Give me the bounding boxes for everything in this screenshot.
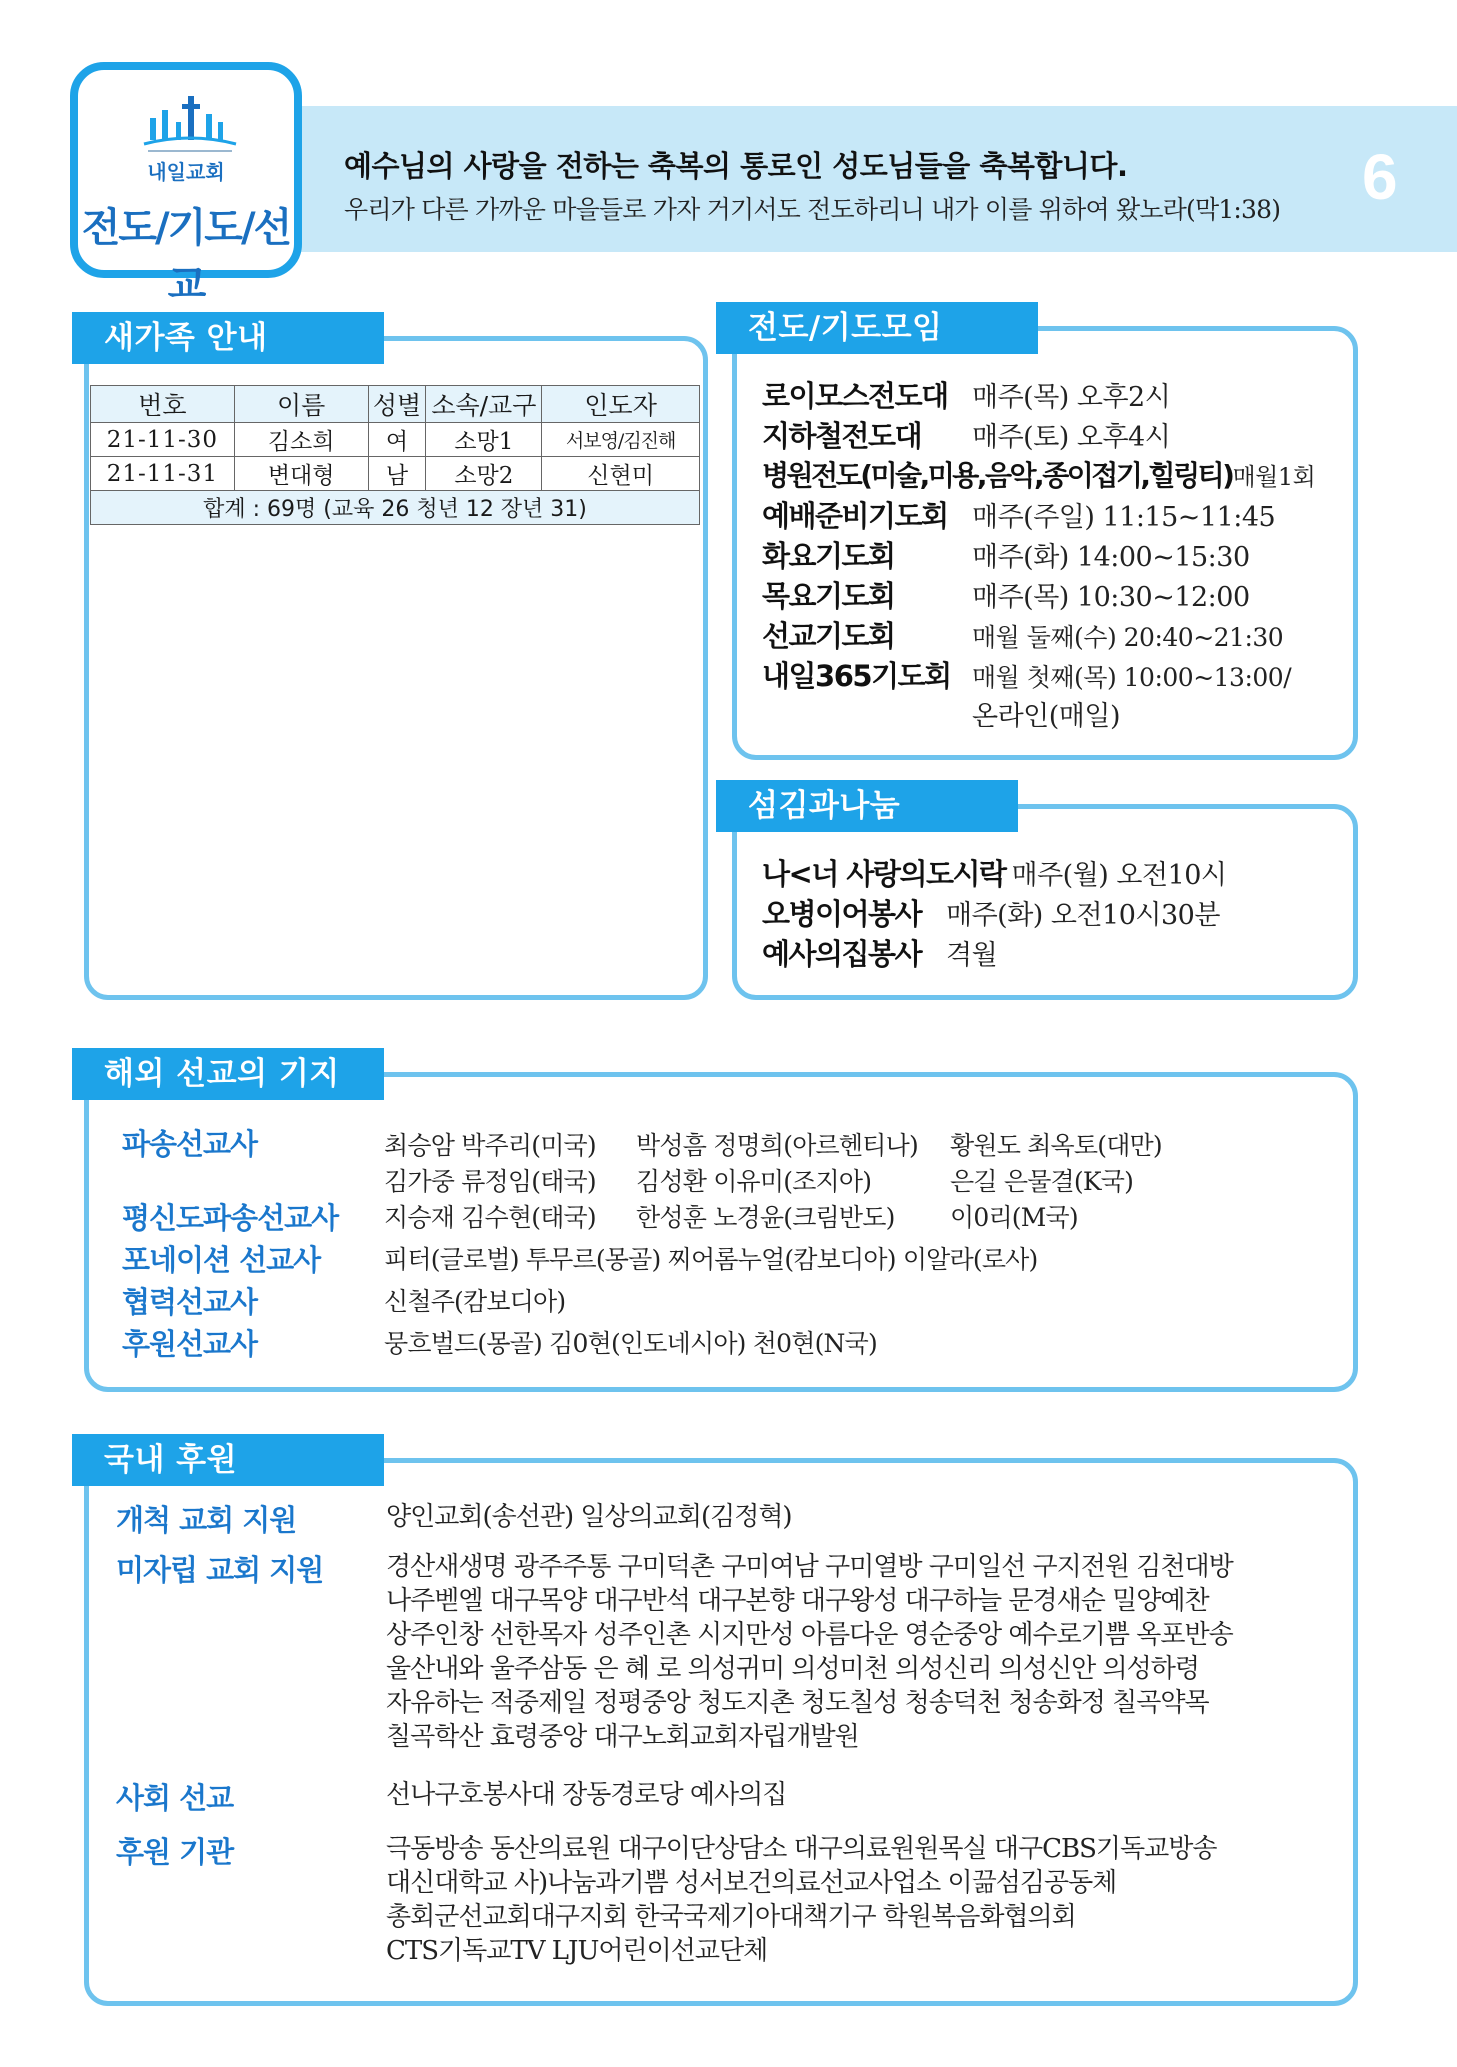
missionary-entry: 최승암 박주리(미국): [384, 1131, 596, 1160]
support-list: [386, 1550, 1233, 1754]
service-item: 나<너 사랑의도시락 매주(월) 오전10시: [762, 857, 1227, 891]
support-line: 상주인창 선한목자 성주인촌 시지만성 아름다운 영순중앙 예수로기쁨 옥포반송: [386, 1620, 1233, 1650]
table-cell: 소망2: [426, 457, 542, 491]
missionary-entry: 피터(글로벌) 투무르(몽골) 찌어롬누얼(캄보디아) 이알라(로사): [384, 1245, 1038, 1274]
prayer-item: 내일365기도회 매월 첫째(목) 10:00~13:00/: [762, 659, 1292, 693]
header-verse: 우리가 다른 가까운 마을들로 가자 거기서도 전도하리니 내가 이를 위하여 왔노라(막1:38): [344, 195, 1281, 224]
missionary-entry: 박성흠 정명희(아르헨티나): [636, 1131, 918, 1160]
service-item: 예사의집봉사 격월: [762, 937, 998, 971]
prayer-item: 지하철전도대 매주(토) 오후4시: [762, 419, 1171, 453]
prayer-item-continuation: 온라인(매일): [972, 701, 1120, 732]
prayer-item: 목요기도회 매주(목) 10:30~12:00: [762, 579, 1250, 613]
missionary-entry: 김성환 이유미(조지아): [636, 1167, 872, 1196]
logo-text: 내일교회: [147, 160, 225, 184]
table-row: [91, 457, 700, 491]
church-logo-icon: [140, 88, 240, 158]
table-cell: 신현미: [542, 457, 700, 491]
support-line: 선나구호봉사대 장동경로당 예사의집: [386, 1780, 787, 1810]
support-line: 경산새생명 광주주통 구미덕촌 구미여남 구미열방 구미일선 구지전원 김천대방: [386, 1552, 1233, 1582]
support-line: 대신대학교 사)나눔과기쁨 성서보건의료선교사업소 이끎섬김공동체: [386, 1868, 1117, 1898]
overseas-mission-tab: 해외 선교의 기지: [72, 1048, 384, 1100]
table-row: [91, 423, 700, 457]
header-main-text: 예수님의 사랑을 전하는 축복의 통로인 성도님들을 축복합니다.: [344, 149, 1128, 183]
missionary-entry: 김가중 류정임(태국): [384, 1167, 596, 1196]
new-family-table: [90, 385, 700, 525]
support-line: 울산내와 울주삼동 은 혜 로 의성귀미 의성미천 의성신리 의성신안 의성하령: [386, 1654, 1199, 1684]
support-label: 개척 교회 지원: [116, 1503, 297, 1537]
section-title: 전도/기도/선교: [81, 205, 291, 308]
prayer-item: 예배준비기도회 매주(주일) 11:15~11:45: [762, 499, 1276, 533]
missionary-entry: 이0리(M국): [950, 1203, 1078, 1232]
column-header: 인도자: [542, 386, 700, 423]
table-cell: 남: [368, 457, 426, 491]
table-cell: 21-11-30: [91, 423, 235, 457]
support-line: 칠곡학산 효령중앙 대구노회교회자립개발원: [386, 1722, 859, 1752]
table-cell: 김소희: [234, 423, 368, 457]
support-list: [386, 1778, 786, 1812]
table-total-row: [91, 491, 700, 525]
support-label: 사회 선교: [116, 1781, 234, 1815]
table-cell: 서보영/김진해: [542, 423, 700, 457]
domestic-support-tab: 국내 후원: [72, 1434, 384, 1486]
missionary-entry: 뭉흐벌드(몽골) 김0현(인도네시아) 천0현(N국): [384, 1329, 877, 1358]
table-cell: 소망1: [426, 423, 542, 457]
missionary-entry: 은길 은물결(K국): [950, 1167, 1134, 1196]
service-tab: 섬김과나눔: [716, 780, 1018, 832]
column-header: 이름: [234, 386, 368, 423]
missionary-entry: 신철주(캄보디아): [384, 1287, 566, 1316]
column-header: 번호: [91, 386, 235, 423]
prayer-item: 선교기도회 매월 둘째(수) 20:40~21:30: [762, 619, 1284, 653]
prayer-item: 로이모스전도대 매주(목) 오후2시: [762, 379, 1171, 413]
column-header: 소속/교구: [426, 386, 542, 423]
missionary-entry: 지승재 김수현(태국): [384, 1203, 596, 1232]
new-family-tab: 새가족 안내: [72, 312, 384, 364]
support-line: 나주벧엘 대구목양 대구반석 대구본향 대구왕성 대구하늘 문경새순 밀양예찬: [386, 1586, 1209, 1616]
mission-label: 파송선교사: [122, 1127, 258, 1161]
table-total: 합계 : 69명 (교육 26 청년 12 장년 31): [91, 491, 700, 525]
mission-label: 포네이션 선교사: [122, 1243, 321, 1277]
mission-label: 협력선교사: [122, 1285, 258, 1319]
support-label: 후원 기관: [116, 1835, 234, 1869]
mission-label: 평신도파송선교사: [122, 1201, 339, 1235]
column-header: 성별: [368, 386, 426, 423]
church-logo-badge: [70, 62, 302, 308]
missionary-entry: 한성훈 노경윤(크림반도): [636, 1203, 895, 1232]
table-cell: 여: [368, 423, 426, 457]
support-label: 미자립 교회 지원: [116, 1553, 324, 1587]
support-list: [386, 1832, 1216, 1968]
support-line: 양인교회(송선관) 일상의교회(김정혁): [386, 1502, 792, 1532]
support-line: CTS기독교TV LJU어린이선교단체: [386, 1936, 768, 1966]
table-header-row: [91, 386, 700, 423]
prayer-item: 병원전도(미술,미용,음악,종이접기,힐링티)매월1회: [762, 459, 1316, 492]
prayer-item: 화요기도회 매주(화) 14:00~15:30: [762, 539, 1250, 573]
prayer-meetings-tab: 전도/기도모임: [716, 302, 1038, 354]
table-cell: 21-11-31: [91, 457, 235, 491]
support-line: 극동방송 동산의료원 대구이단상담소 대구의료원원목실 대구CBS기독교방송: [386, 1834, 1217, 1864]
table-cell: 변대형: [234, 457, 368, 491]
missionary-entry: 황원도 최옥토(대만): [950, 1131, 1162, 1160]
page-number: 6: [1362, 141, 1398, 213]
support-line: 총회군선교회대구지회 한국국제기아대책기구 학원복음화협의회: [386, 1902, 1076, 1932]
support-list: [386, 1500, 792, 1534]
service-item: 오병이어봉사 매주(화) 오전10시30분: [762, 897, 1220, 931]
support-line: 자유하는 적중제일 정평중앙 청도지촌 청도칠성 청송덕천 청송화정 칠곡약목: [386, 1688, 1209, 1718]
mission-label: 후원선교사: [122, 1327, 258, 1361]
